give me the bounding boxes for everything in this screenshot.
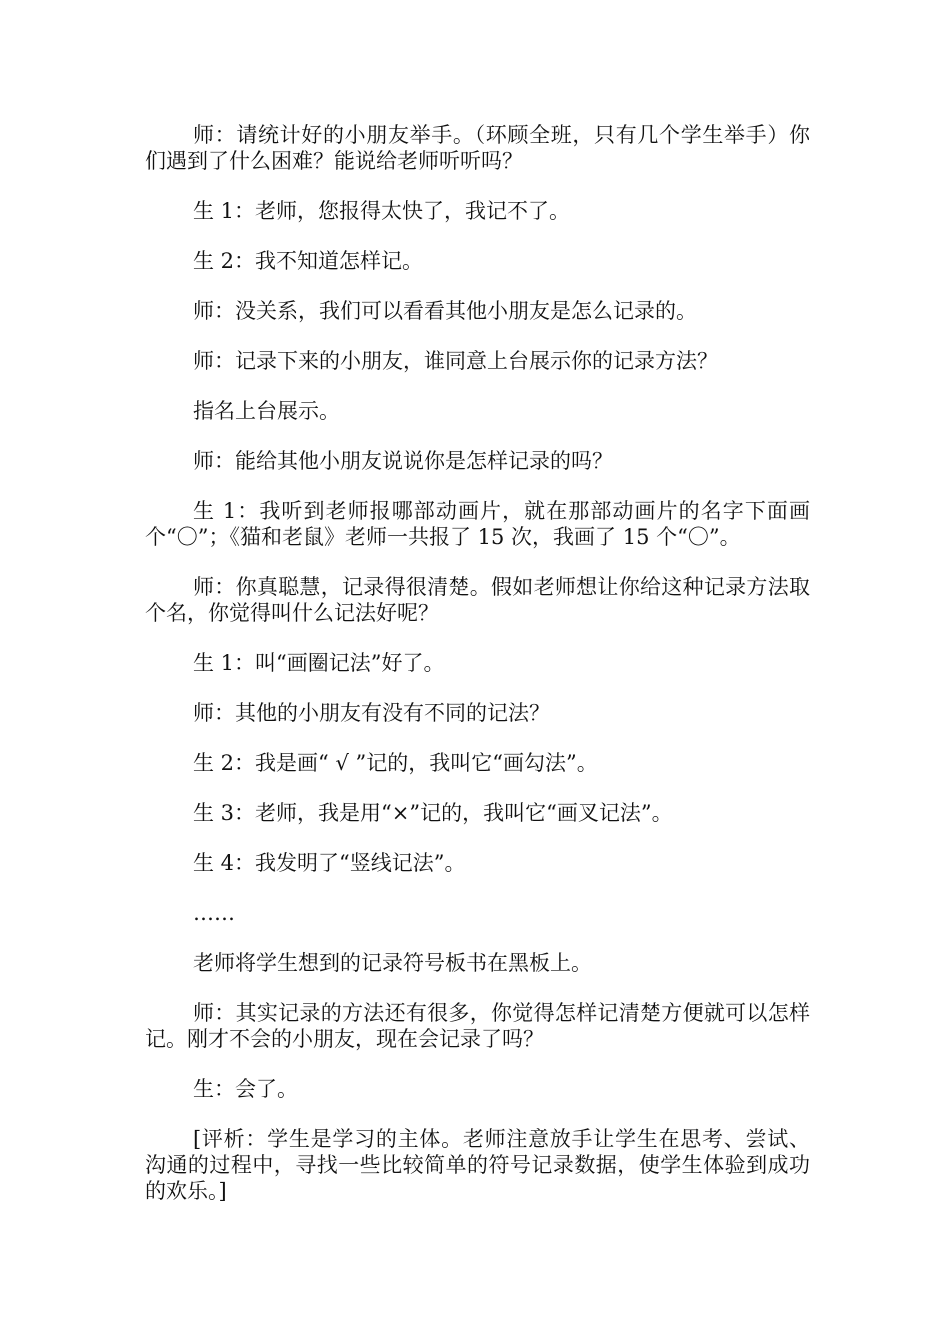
paragraph-11: 师：其他的小朋友有没有不同的记法？ (193, 701, 550, 725)
paragraph-8: 生 1：我听到老师报哪部动画片，就在那部动画片的名字下面画个“〇”；《猫和老鼠》老师一共报了 15 次，我画了 15 个“〇”。 (145, 499, 810, 549)
paragraph-9: 师：你真聪慧，记录得很清楚。假如老师想让你给这种记录方法取个名，你觉得叫什么记法好呢？ (145, 575, 810, 625)
paragraph-4: 师：没关系，我们可以看看其他小朋友是怎么记录的。 (193, 299, 697, 323)
paragraph-5: 师：记录下来的小朋友，谁同意上台展示你的记录方法？ (193, 349, 718, 373)
paragraph-6: 指名上台展示。 (193, 399, 340, 423)
paragraph-7: 师：能给其他小朋友说说你是怎样记录的吗？ (193, 449, 613, 473)
paragraph-12: 生 2：我是画“ √ ”记的，我叫它“画勾法”。 (193, 751, 598, 775)
paragraph-10: 生 1：叫“画圈记法”好了。 (193, 651, 445, 675)
paragraph-3: 生 2：我不知道怎样记。 (193, 249, 424, 273)
paragraph-14: 生 4：我发明了“竖线记法”。 (193, 851, 466, 875)
paragraph-2: 生 1：老师，您报得太快了，我记不了。 (193, 199, 571, 223)
paragraph-17: 师：其实记录的方法还有很多，你觉得怎样记清楚方便就可以怎样记。刚才不会的小朋友，现在会记录了吗？ (145, 1001, 810, 1051)
paragraph-1: 师：请统计好的小朋友举手。（环顾全班，只有几个学生举手）你们遇到了什么困难？能说给老师听听吗？ (145, 123, 810, 173)
document-body (145, 122, 810, 1228)
paragraph-13: 生 3：老师，我是用“×”记的，我叫它“画叉记法”。 (193, 801, 673, 825)
paragraph-ellipsis: …… (193, 901, 235, 925)
paragraph-18: 生：会了。 (193, 1077, 298, 1101)
paragraph-commentary: [评析：学生是学习的主体。老师注意放手让学生在思考、尝试、沟通的过程中，寻找一些比较简单的符号记录数据，使学生体验到成功的欢乐。] (145, 1127, 810, 1203)
paragraph-16: 老师将学生想到的记录符号板书在黑板上。 (193, 951, 592, 975)
